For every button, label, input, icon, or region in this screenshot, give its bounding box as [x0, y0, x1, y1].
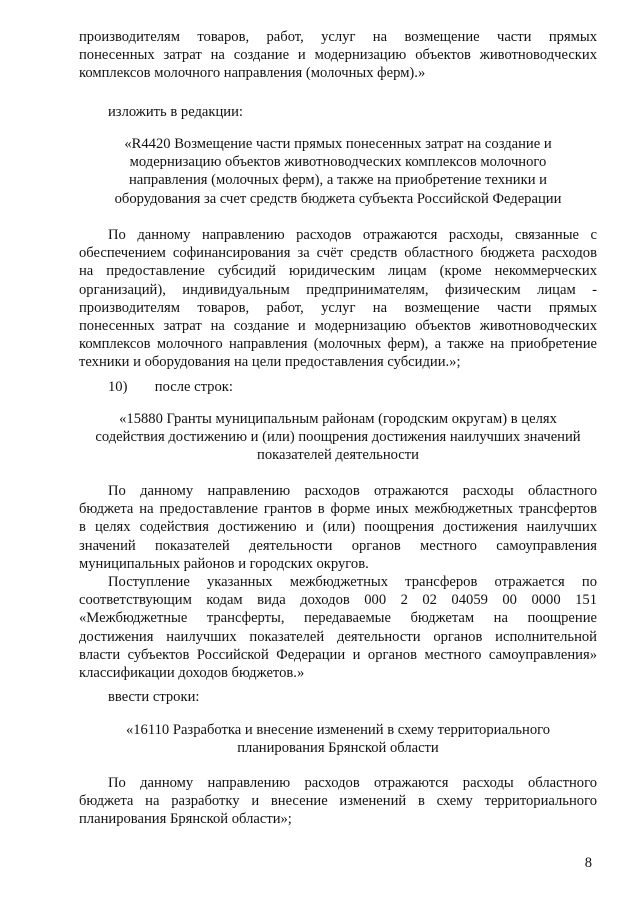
text-line: изложить в редакции:	[108, 104, 243, 120]
text-line: обеспечением софинансирования за счёт средств областного бюджета расходов	[79, 245, 597, 262]
page-number: 8	[584, 855, 592, 871]
paragraph-continuation	[79, 28, 597, 83]
paragraph-16110-description	[79, 774, 597, 829]
text-line: организаций), индивидуальным предпринимателям, физическим лицам -	[79, 281, 597, 298]
heading-16110	[79, 721, 597, 757]
text-line: По данному направлению расходов отражаются расходы областного	[108, 775, 597, 791]
text-line: комплексов молочного направления (молочных ферм), а также на приобретение	[79, 336, 597, 353]
text-line: достижения наилучших показателей деятельности органов исполнительной	[79, 628, 597, 645]
text-line: муниципальных районов и городских округов.	[79, 555, 369, 572]
item-number: 10)	[108, 379, 128, 395]
text-line: техники и оборудования на цели предоставления субсидии.»;	[79, 354, 461, 371]
text-line: соответствующим кодам вида доходов 000 2 02 04059 00 0000 151	[79, 592, 597, 609]
paragraph-r4420-description	[79, 226, 597, 372]
text-line: модернизацию объектов животноводческих комплексов молочного	[129, 154, 547, 171]
instruction-insert	[108, 688, 626, 706]
text-line: бюджета на предоставление грантов в форме иных межбюджетных трансфертов	[79, 501, 597, 518]
heading-15880	[79, 410, 597, 465]
text-line: оборудования за счет средств бюджета субъекта Российской Федерации	[114, 190, 562, 207]
instruction-edit	[108, 103, 626, 121]
item-10	[108, 378, 626, 396]
text-line: классификации доходов бюджетов.»	[79, 665, 305, 682]
text-line: планирования Брянской области	[237, 740, 439, 757]
text-line: направления (молочных ферм), а также на приобретение техники и	[129, 172, 547, 189]
text-line: производителям товаров, работ, услуг на возмещение части прямых	[79, 299, 597, 316]
text-line: По данному направлению расходов отражаются расходы областного	[108, 483, 597, 499]
text-line: «15880 Гранты муниципальным районам (городским округам) в целях	[119, 411, 557, 427]
paragraph-15880-description	[79, 482, 597, 573]
text-line: понесенных затрат на создание и модернизацию объектов животноводческих	[79, 318, 597, 335]
text-line: «16110 Разработка и внесение изменений в схему территориального	[125, 722, 551, 738]
text-line: показателей деятельности	[257, 447, 419, 464]
text-line: бюджета на разработку и внесение изменений в схему территориального	[79, 793, 597, 810]
text-line: ввести строки:	[108, 689, 200, 705]
item-text: после строк:	[154, 379, 233, 395]
text-line: По данному направлению расходов отражаются расходы, связанные с	[108, 227, 597, 243]
text-line: на предоставление субсидий юридическим лицам (кроме некоммерческих	[79, 263, 597, 280]
text-line: Поступление указанных межбюджетных трансферов отражается по	[108, 574, 597, 590]
text-line: в целях содействия достижению и (или) поощрения достижения наилучших	[79, 519, 597, 536]
text-line: понесенных затрат на создание и модернизацию объектов животноводческих	[79, 47, 597, 64]
text-line: «R4420 Возмещение части прямых понесенных затрат на создание и	[124, 136, 552, 152]
heading-r4420	[79, 135, 597, 208]
text-line: власти субъектов Российской Федерации и органов местного самоуправления»	[79, 646, 597, 663]
text-line: значений показателей деятельности органов местного самоуправления	[79, 537, 597, 554]
paragraph-15880-revenues	[79, 573, 597, 682]
text-line: комплексов молочного направления (молочных ферм).»	[79, 65, 426, 82]
text-line: производителям товаров, работ, услуг на возмещение части прямых	[79, 29, 597, 45]
text-line: «Межбюджетные трансферты, передаваемые бюджетам на поощрение	[79, 610, 597, 627]
text-line: содействия достижению и (или) поощрения достижения наилучших значений	[95, 429, 581, 446]
text-line: планирования Брянской области»;	[79, 811, 292, 828]
